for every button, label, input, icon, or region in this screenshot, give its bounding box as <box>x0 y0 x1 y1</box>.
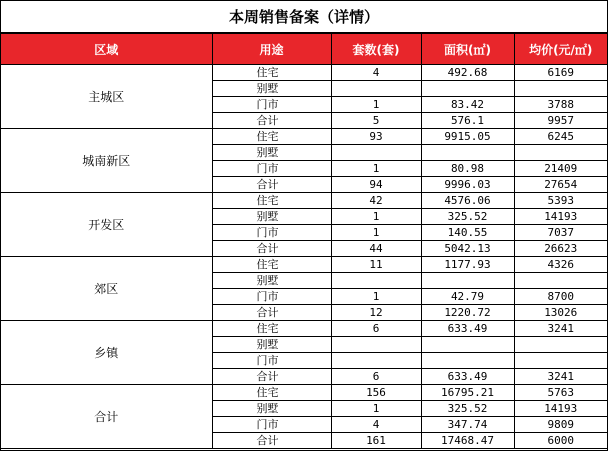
area-cell: 17468.47 <box>421 433 514 449</box>
usage-cell: 别墅 <box>212 337 331 353</box>
price-cell: 21409 <box>514 161 607 177</box>
units-cell: 5 <box>331 113 421 129</box>
units-cell: 1 <box>331 401 421 417</box>
units-cell <box>331 81 421 97</box>
area-cell: 347.74 <box>421 417 514 433</box>
region-cell: 郊区 <box>1 257 212 321</box>
area-cell: 633.49 <box>421 369 514 385</box>
usage-cell: 门市 <box>212 161 331 177</box>
price-cell: 5393 <box>514 193 607 209</box>
area-cell: 83.42 <box>421 97 514 113</box>
units-cell: 1 <box>331 97 421 113</box>
region-cell: 城南新区 <box>1 129 212 193</box>
price-cell <box>514 145 607 161</box>
area-cell: 325.52 <box>421 401 514 417</box>
price-cell: 13026 <box>514 305 607 321</box>
table-row <box>1 257 607 273</box>
price-cell <box>514 81 607 97</box>
usage-cell: 合计 <box>212 305 331 321</box>
area-cell: 80.98 <box>421 161 514 177</box>
units-cell: 156 <box>331 385 421 401</box>
units-cell: 44 <box>331 241 421 257</box>
price-cell: 27654 <box>514 177 607 193</box>
price-cell: 7037 <box>514 225 607 241</box>
price-cell: 4326 <box>514 257 607 273</box>
usage-cell: 别墅 <box>212 273 331 289</box>
units-cell: 1 <box>331 209 421 225</box>
usage-cell: 住宅 <box>212 321 331 337</box>
units-cell: 4 <box>331 417 421 433</box>
price-cell: 5763 <box>514 385 607 401</box>
region-cell: 主城区 <box>1 65 212 129</box>
usage-cell: 住宅 <box>212 385 331 401</box>
header-units: 套数(套) <box>331 34 421 65</box>
usage-cell: 别墅 <box>212 401 331 417</box>
price-cell: 9809 <box>514 417 607 433</box>
price-cell <box>514 353 607 369</box>
header-area: 面积(㎡) <box>421 34 514 65</box>
price-cell: 26623 <box>514 241 607 257</box>
price-cell: 14193 <box>514 401 607 417</box>
units-cell: 1 <box>331 161 421 177</box>
price-cell: 3241 <box>514 321 607 337</box>
units-cell: 11 <box>331 257 421 273</box>
price-cell: 6000 <box>514 433 607 449</box>
units-cell: 161 <box>331 433 421 449</box>
header-price: 均价(元/㎡) <box>514 34 607 65</box>
area-cell: 1177.93 <box>421 257 514 273</box>
area-cell <box>421 145 514 161</box>
area-cell <box>421 353 514 369</box>
units-cell: 4 <box>331 65 421 81</box>
area-cell: 5042.13 <box>421 241 514 257</box>
units-cell <box>331 273 421 289</box>
table-row <box>1 129 607 145</box>
usage-cell: 合计 <box>212 113 331 129</box>
units-cell: 12 <box>331 305 421 321</box>
table-row <box>1 65 607 81</box>
region-cell: 开发区 <box>1 193 212 257</box>
usage-cell: 别墅 <box>212 145 331 161</box>
area-cell <box>421 273 514 289</box>
usage-cell: 住宅 <box>212 65 331 81</box>
table-body <box>1 65 607 449</box>
usage-cell: 住宅 <box>212 129 331 145</box>
usage-cell: 门市 <box>212 289 331 305</box>
area-cell: 633.49 <box>421 321 514 337</box>
usage-cell: 门市 <box>212 225 331 241</box>
usage-cell: 住宅 <box>212 193 331 209</box>
usage-cell: 门市 <box>212 417 331 433</box>
price-cell: 3241 <box>514 369 607 385</box>
usage-cell: 合计 <box>212 369 331 385</box>
units-cell: 1 <box>331 289 421 305</box>
usage-cell: 住宅 <box>212 257 331 273</box>
table-row <box>1 385 607 401</box>
units-cell: 6 <box>331 321 421 337</box>
area-cell <box>421 81 514 97</box>
header-region: 区域 <box>1 34 212 65</box>
area-cell: 325.52 <box>421 209 514 225</box>
usage-cell: 合计 <box>212 241 331 257</box>
usage-cell: 别墅 <box>212 81 331 97</box>
region-cell: 合计 <box>1 385 212 449</box>
units-cell: 42 <box>331 193 421 209</box>
header-usage: 用途 <box>212 34 331 65</box>
table-row <box>1 321 607 337</box>
region-cell: 乡镇 <box>1 321 212 385</box>
usage-cell: 合计 <box>212 433 331 449</box>
area-cell: 42.79 <box>421 289 514 305</box>
area-cell: 4576.06 <box>421 193 514 209</box>
price-cell: 6245 <box>514 129 607 145</box>
price-cell <box>514 337 607 353</box>
units-cell <box>331 353 421 369</box>
area-cell: 16795.21 <box>421 385 514 401</box>
units-cell: 94 <box>331 177 421 193</box>
area-cell: 9996.03 <box>421 177 514 193</box>
area-cell <box>421 337 514 353</box>
price-cell: 6169 <box>514 65 607 81</box>
table-row <box>1 193 607 209</box>
sales-table <box>1 33 607 449</box>
price-cell: 8700 <box>514 289 607 305</box>
units-cell: 93 <box>331 129 421 145</box>
price-cell <box>514 273 607 289</box>
usage-cell: 别墅 <box>212 209 331 225</box>
units-cell <box>331 337 421 353</box>
units-cell <box>331 145 421 161</box>
area-cell: 1220.72 <box>421 305 514 321</box>
units-cell: 1 <box>331 225 421 241</box>
header-row <box>1 34 607 65</box>
units-cell: 6 <box>331 369 421 385</box>
price-cell: 9957 <box>514 113 607 129</box>
page-title: 本周销售备案（详情） <box>1 1 607 33</box>
price-cell: 14193 <box>514 209 607 225</box>
usage-cell: 门市 <box>212 97 331 113</box>
area-cell: 9915.05 <box>421 129 514 145</box>
area-cell: 492.68 <box>421 65 514 81</box>
price-cell: 3788 <box>514 97 607 113</box>
area-cell: 140.55 <box>421 225 514 241</box>
area-cell: 576.1 <box>421 113 514 129</box>
usage-cell: 合计 <box>212 177 331 193</box>
usage-cell: 门市 <box>212 353 331 369</box>
